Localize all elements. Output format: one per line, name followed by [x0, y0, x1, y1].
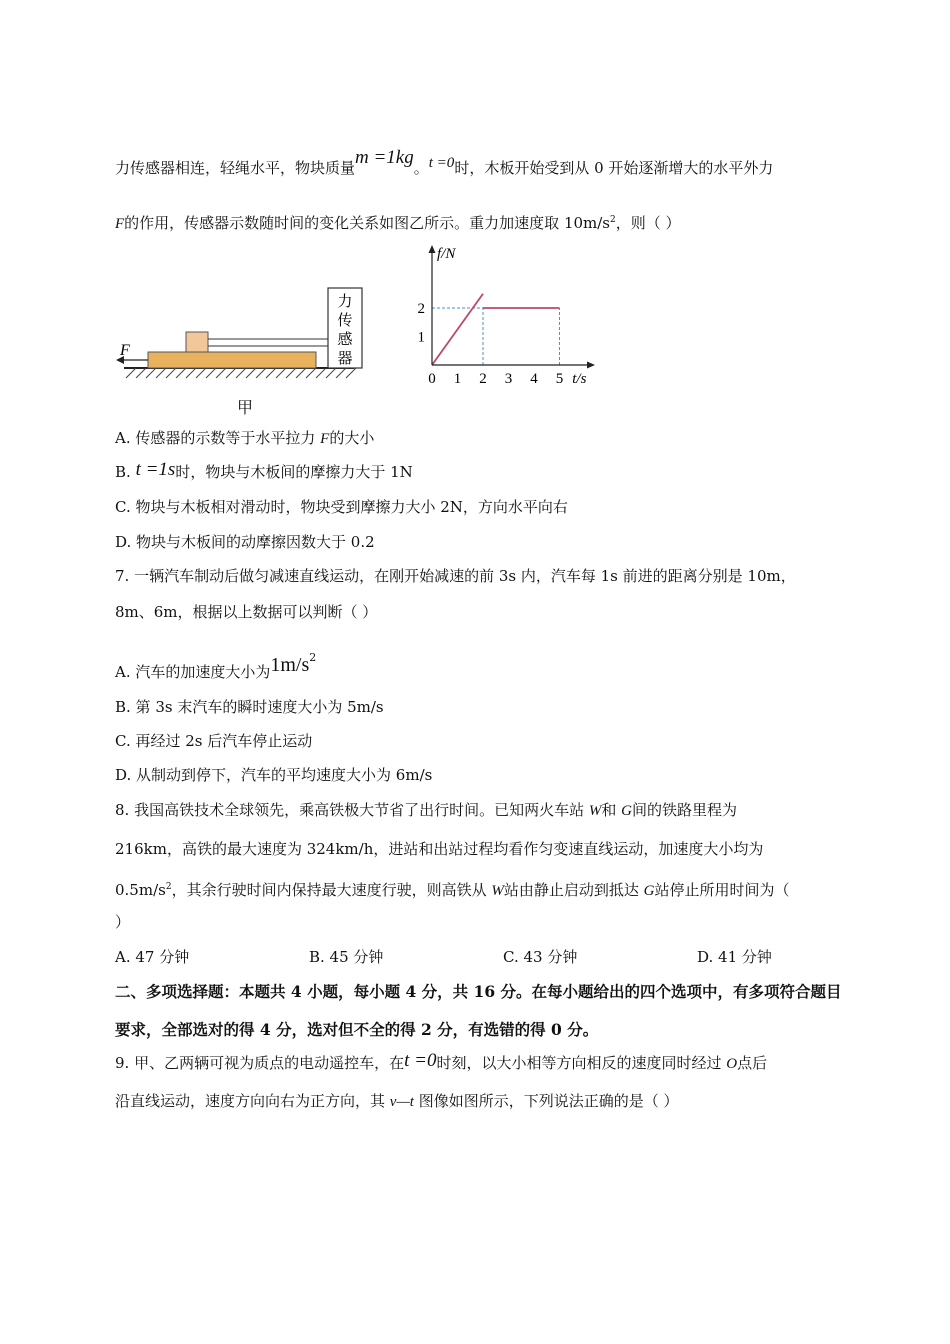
x-axis-arrow: [587, 362, 595, 369]
q9-line-1: [115, 1050, 768, 1074]
vt-symbol: v—t: [389, 1094, 414, 1110]
q9-time-formula: t =0: [404, 1050, 437, 1071]
figure-jia: [112, 280, 372, 390]
option-math: 1m/s: [270, 654, 310, 676]
q8-text: 站由静止启动到抵达: [503, 881, 644, 899]
q9-text: 9. 甲、乙两辆可视为质点的电动遥控车，在: [115, 1054, 405, 1072]
q7-option-a: [115, 648, 316, 682]
x-tick-label: 1: [453, 371, 462, 387]
x-tick-label: 5: [555, 371, 564, 387]
option-text: 时，物块与木板间的摩擦力大于 1N: [175, 463, 413, 481]
station-w: W: [588, 803, 602, 819]
q6-line-1: [115, 147, 774, 179]
station-g: G: [643, 883, 655, 899]
y-tick-label: 2: [417, 301, 425, 317]
q8-text: 站停止所用时间为（: [654, 881, 790, 899]
series-line-1: [432, 294, 483, 365]
q8-option-a: A. 47 分钟: [115, 948, 190, 966]
q6-text: 的作用，传感器示数随时间的变化关系如图乙所示。重力加速度取 10m/s: [124, 214, 611, 232]
x-tick-label: 0: [428, 371, 436, 387]
q9-text: 时刻，以大小相等方向相反的速度同时经过: [436, 1054, 727, 1072]
q9-line-2: [115, 1091, 679, 1112]
q6-text: ，则（ ）: [615, 214, 681, 232]
q7-line-2: 8m、6m，根据以上数据可以判断（ ）: [115, 603, 378, 621]
q6-time-formula: t =0: [428, 155, 455, 171]
q9-text: 图像如图所示，下列说法正确的是（ ）: [413, 1092, 679, 1110]
q6-text: 时，木板开始受到从 0 开始逐渐增大的水平外力: [454, 159, 774, 177]
option-math: t =1s: [135, 459, 176, 480]
y-axis-arrow: [429, 245, 436, 253]
q8-text: ，其余行驶时间内保持最大速度行驶，则高铁从: [171, 881, 492, 899]
force-label: F: [120, 342, 130, 359]
q6-mass-formula: m =1kg: [355, 147, 414, 168]
q8-text: 和: [601, 801, 622, 819]
q7-line-1: 7. 一辆汽车制动后做匀减速直线运动，在刚开始减速的前 3s 内，汽车每 1s 前进的距离分别是 10m，: [115, 567, 796, 585]
sensor-label-char: 器: [337, 349, 353, 367]
y-axis-label: f/N: [437, 246, 456, 262]
section-2-heading-line-1: 二、多项选择题：本题共 4 小题，每小题 4 分，共 16 分。在每小题给出的四个选项中，有多项符合题目: [115, 982, 842, 1001]
block: [186, 332, 208, 352]
q7-option-c: C. 再经过 2s 后汽车停止运动: [115, 732, 313, 750]
q6-text: 力传感器相连，轻绳水平，物块质量: [115, 159, 356, 177]
chart-guides: [432, 308, 560, 365]
q9-text: 点后: [737, 1054, 768, 1072]
section-2-heading-line-2: 要求，全部选对的得 4 分，选对但不全的得 2 分，有选错的得 0 分。: [115, 1020, 599, 1039]
q7-option-b: B. 第 3s 末汽车的瞬时速度大小为 5m/s: [115, 698, 384, 716]
option-text: 的大小: [329, 429, 375, 447]
q8-text: 0.5m/s: [115, 881, 166, 899]
option-superscript: 2: [309, 651, 317, 664]
option-var: F: [320, 431, 330, 447]
q7-option-d: D. 从制动到停下，汽车的平均速度大小为 6m/s: [115, 766, 433, 784]
q6-option-d: D. 物块与木板间的动摩擦因数大于 0.2: [115, 533, 375, 551]
y-tick-label: 1: [417, 329, 425, 346]
x-axis-label: t/s: [572, 371, 587, 387]
q8-line-1: [115, 800, 737, 821]
sensor-label-char: 感: [337, 330, 353, 348]
q8-line-3: [115, 877, 790, 901]
q6-option-a: [115, 428, 374, 449]
q8-option-c: C. 43 分钟: [503, 948, 578, 966]
option-text: B.: [115, 463, 136, 481]
q6-line-2: [115, 210, 681, 234]
x-tick-label: 3: [504, 371, 513, 387]
station-w: W: [491, 883, 504, 899]
q6-text: 。: [413, 159, 429, 177]
q6-option-b: [115, 459, 413, 482]
wooden-board: [148, 352, 316, 368]
q8-text: 8. 我国高铁技术全球领先，乘高铁极大节省了出行时间。已知两火车站: [115, 801, 589, 819]
ground-hatching: [126, 368, 356, 378]
q9-text: 沿直线运动，速度方向向右为正方向，其: [115, 1092, 390, 1110]
sensor-label-char: 力: [337, 292, 353, 310]
x-tick-label: 2: [479, 371, 487, 387]
q6-force-symbol: F: [115, 216, 125, 232]
option-text: A. 汽车的加速度大小为: [115, 663, 271, 681]
q6-superscript: 2: [610, 215, 616, 225]
q8-superscript: 2: [165, 882, 172, 892]
chart-series: [432, 294, 560, 365]
q8-line-4: ）: [115, 913, 131, 931]
figure-yi-chart: [405, 240, 605, 390]
chart-labels: [418, 246, 587, 387]
q8-text: 间的铁路里程为: [631, 801, 737, 819]
q8-line-2: 216km，高铁的最大速度为 324km/h，进站和出站过程均看作匀变速直线运动，加速度大小均为: [115, 840, 764, 858]
sensor-label-char: 传: [337, 311, 353, 329]
q8-option-b: B. 45 分钟: [309, 948, 384, 966]
q6-option-c: C. 物块与木板相对滑动时，物块受到摩擦力大小 2N，方向水平向右: [115, 498, 568, 516]
station-g: G: [621, 803, 632, 819]
figure-jia-caption: 甲: [237, 398, 254, 417]
q8-option-d: D. 41 分钟: [697, 948, 772, 966]
x-tick-label: 4: [530, 371, 538, 387]
option-text: A. 传感器的示数等于水平拉力: [115, 429, 321, 447]
point-o: O: [726, 1056, 738, 1072]
